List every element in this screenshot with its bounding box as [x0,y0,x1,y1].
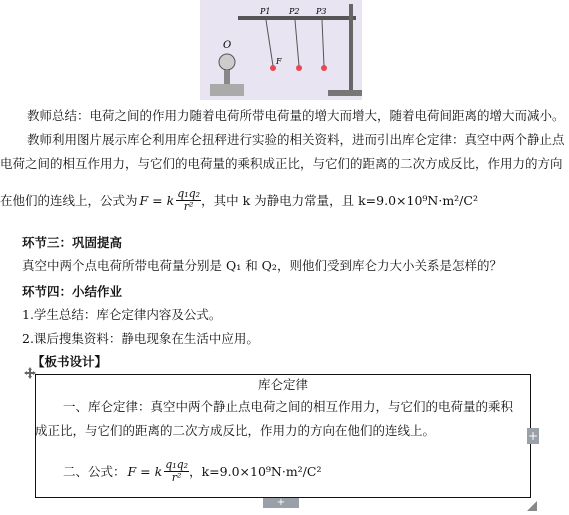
para2-line3-a: 在他们的连线上，公式为 [0,192,138,208]
string-p1 [266,20,273,66]
section3-text: 真空中两个点电荷所带电荷量分别是 Q₁ 和 Q₂，则他们受到库仑力大小关系是怎样的？ [22,258,502,273]
stand-pole [349,4,353,96]
formula-denominator: r² [183,200,194,213]
board-formula-numerator: q₁q₂ [165,458,189,471]
label-p1: P1 [260,7,271,16]
move-icon[interactable] [24,364,34,374]
board-line3 [63,459,321,484]
formula-numerator: q₁q₂ [177,187,201,200]
sphere-base [210,84,244,96]
para2-line3 [0,188,478,213]
label-f: F [276,57,282,66]
label-p3: P3 [316,7,327,16]
section3-title: 环节三：巩固提高 [22,235,123,250]
para2-line3-b: ，其中 k 为静电力常量，且 k=9.0×10⁹N·m²/C² [201,192,478,208]
board-formula-fraction [164,459,189,484]
section4-item2: 2.课后搜集资料：静电现象在生活中应用。 [22,331,259,346]
experiment-figure [200,0,362,100]
para2-line1: 教师利用图片展示库仑利用库仑扭秤进行实验的相关资料，进而引出库仑定律：真空中两个静止点 [27,132,565,147]
board-line3-b: ，k=9.0×10⁹N·m²/C² [189,463,322,479]
string-p2 [295,20,299,66]
label-p2: P2 [289,7,300,16]
board-heading: 【板书设计】 [32,354,108,369]
para2-line2: 电荷之间的相互作用力，与它们的电荷量的乘积成正比，与它们的距离的二次方成反比，作用力的方向 [0,156,563,171]
string-p3 [322,20,324,66]
board-title: 库仑定律 [257,377,308,392]
bottom-plus-icon[interactable]: + [263,498,299,508]
experiment-figure-svg [200,0,362,100]
board-line2: 成正比，与它们的距离的二次方成反比，作用力的方向在他们的连线上。 [35,423,436,438]
charged-sphere [219,54,235,70]
resize-icon[interactable] [527,496,537,506]
sphere-stand [224,70,230,84]
side-plus-icon[interactable]: + [527,429,539,443]
section4-title: 环节四：小结作业 [22,284,123,299]
teacher-summary: 教师总结：电荷之间的作用力随着电荷所带电荷量的增大而增大，随着电荷间距离的增大而减小。 [27,108,565,123]
label-o: O [223,40,232,51]
board-formula-lhs: F = k [127,463,163,479]
board-design-box [35,374,531,498]
formula-lhs: F = k [139,192,175,208]
board-line3-a: 二、公式： [63,463,126,479]
stand-base [328,90,362,96]
support-bar [238,16,356,20]
ball-p3 [321,65,327,71]
board-line1: 一、库仑定律：真空中两个静止点电荷之间的相互作用力，与它们的电荷量的乘积 [63,399,514,414]
section4-item1: 1.学生总结：库仑定律内容及公式。 [22,307,222,322]
formula-fraction [176,188,201,213]
ball-p2 [296,65,302,71]
board-formula-denominator: r² [171,471,182,484]
